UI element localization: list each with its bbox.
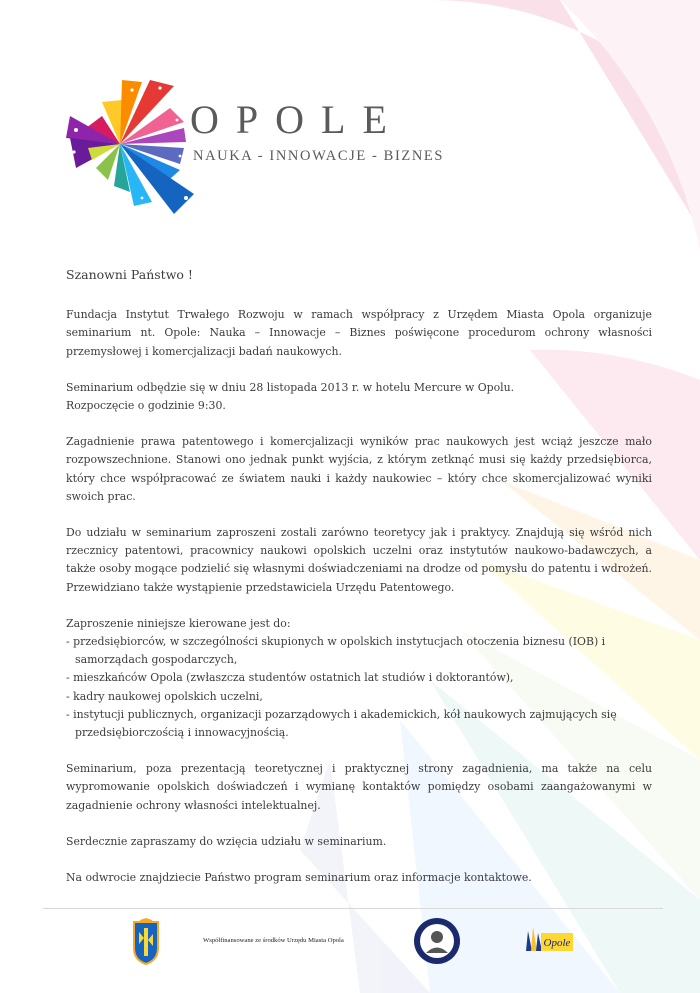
- paragraph-patent-law: Zagadnienie prawa patentowego i komercjalizacji wyników prac naukowych jest wciąż jeszcze mało rozpowszechnione. Stanowi ono jednak punkt wyjścia, z którym zetknąć musi się każdy przedsiębiorca, który chce współpracować ze światem nauki i każdy naukowiec – który chce skomercjalizować wyniki swoich prac.: [66, 435, 652, 503]
- greeting: Szanowni Państwo !: [66, 267, 193, 282]
- opole-coat-of-arms-icon: [130, 918, 162, 966]
- paragraph-date: [66, 379, 652, 415]
- list-item: - kadry naukowej opolskich uczelni,: [66, 689, 263, 703]
- list-item: - instytucji publicznych, organizacji pozarządowych i akademickich, kół naukowych zajmujących się przedsiębiorczością i innowacyjnością.: [66, 707, 617, 740]
- paragraph-program-note: Na odwrocie znajdziecie Państwo program seminarium oraz informacje kontaktowe.: [66, 871, 532, 885]
- opole-mini-logo-icon: [522, 925, 574, 953]
- footer-divider: [43, 908, 663, 909]
- mini-logo-text: Opole: [543, 937, 571, 949]
- paragraph-goal: Seminarium, poza prezentacją teoretycznej i praktycznej strony zagadnienia, ma także na celu wypromowanie opolskich doświadczeń i wymianę kontaktów pomiędzy osobami zaangażowanymi w zagadnienie ochrony własności intelektualnej.: [66, 762, 652, 812]
- paragraph-participants: Do udziału w seminarium zaproszeni zostali zarówno teoretycy jak i praktycy. Znajdują się wśród nich rzecznicy patentowi, pracownicy naukowi opolskich uczelni oraz instytutów naukowo-badawczych, a także osoby mogące podzielić się własnymi doświadczeniami na drodze od pomysłu do patentu i wdrożeń. Przewidziano także wystąpienie przedstawiciela Urzędu Patentowego.: [66, 526, 652, 594]
- brand-subtitle: NAUKA - INNOWACJE - BIZNES: [193, 148, 445, 164]
- color-fan-logo-icon: [62, 68, 202, 218]
- list-item: - mieszkańców Opola (zwłaszcza studentów ostatnich lat studiów i doktorantów),: [66, 671, 514, 685]
- cofinance-note: Współfinansowane ze środków Urzędu Miasta Opola: [203, 937, 344, 944]
- brand-title: OPOLE: [190, 97, 404, 142]
- start-time-line: Rozpoczęcie o godzinie 9:30.: [66, 399, 226, 413]
- letter-body: [66, 266, 652, 905]
- paragraph-invitation: Serdecznie zapraszamy do wzięcia udziału w seminarium.: [66, 834, 387, 848]
- invitation-list: [66, 615, 652, 742]
- list-intro: Zaproszenie niniejsze kierowane jest do:: [66, 616, 291, 630]
- paragraph-intro: Fundacja Instytut Trwałego Rozwoju w ramach współpracy z Urzędem Miasta Opola organizuje seminarium nt. Opole: Nauka – Innowacje – Biznes poświęcone procedurom ochrony własności przemysłowej i komercjalizacji badań naukowych.: [66, 308, 652, 358]
- list-item: - przedsiębiorców, w szczególności skupionych w opolskich instytucjach otoczenia biznesu (IOB) i samorządach gospodarczych,: [66, 635, 606, 667]
- date-line: Seminarium odbędzie się w dniu 28 listopada 2013 r. w hotelu Mercure w Opolu.: [66, 380, 515, 394]
- institute-seal-icon: [412, 916, 462, 966]
